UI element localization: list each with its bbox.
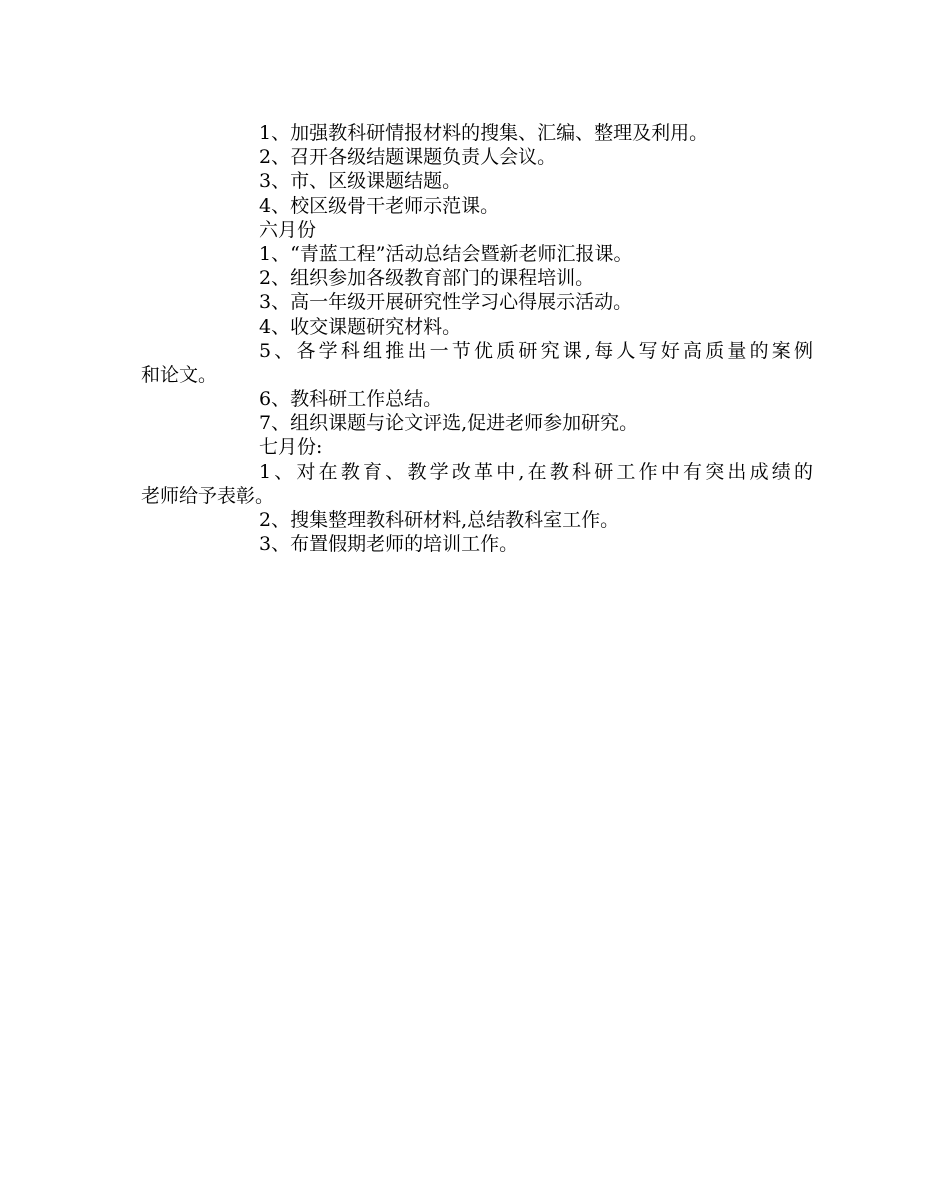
paragraph-line: 2、搜集整理教科研材料,总结教科室工作。 (259, 509, 620, 531)
paragraph-line: 2、召开各级结题课题负责人会议。 (259, 146, 557, 169)
paragraph-line: 3、市、区级课题结题。 (259, 170, 462, 193)
section-heading-july: 七月份: (259, 436, 323, 459)
paragraph-line: 4、校区级骨干老师示范课。 (259, 194, 500, 217)
section-heading-june: 六月份 (259, 218, 317, 241)
document-body (141, 121, 813, 556)
paragraph-line: 3、布置假期老师的培训工作。 (259, 533, 519, 556)
paragraph-line: 3、高一年级开展研究性学习心得展示活动。 (259, 291, 633, 314)
paragraph-line-continuation: 和论文。 (141, 363, 218, 386)
paragraph-line: 1、对在教育、教学改革中,在教科研工作中有突出成绩的 (259, 460, 813, 483)
paragraph-line: 7、组织课题与论文评选,促进老师参加研究。 (259, 412, 639, 435)
paragraph-line: 1、“青蓝工程”活动总结会暨新老师汇报课。 (259, 242, 633, 265)
paragraph-line: 5、各学科组推出一节优质研究课,每人写好高质量的案例 (259, 339, 813, 362)
paragraph-line: 4、收交课题研究材料。 (259, 315, 462, 338)
paragraph-line-continuation: 老师给予表彰。 (141, 484, 275, 507)
paragraph-line: 2、组织参加各级教育部门的课程培训。 (259, 267, 595, 290)
paragraph-line: 1、加强教科研情报材料的搜集、汇编、整理及利用。 (259, 122, 709, 144)
paragraph-line: 6、教科研工作总结。 (259, 388, 443, 411)
